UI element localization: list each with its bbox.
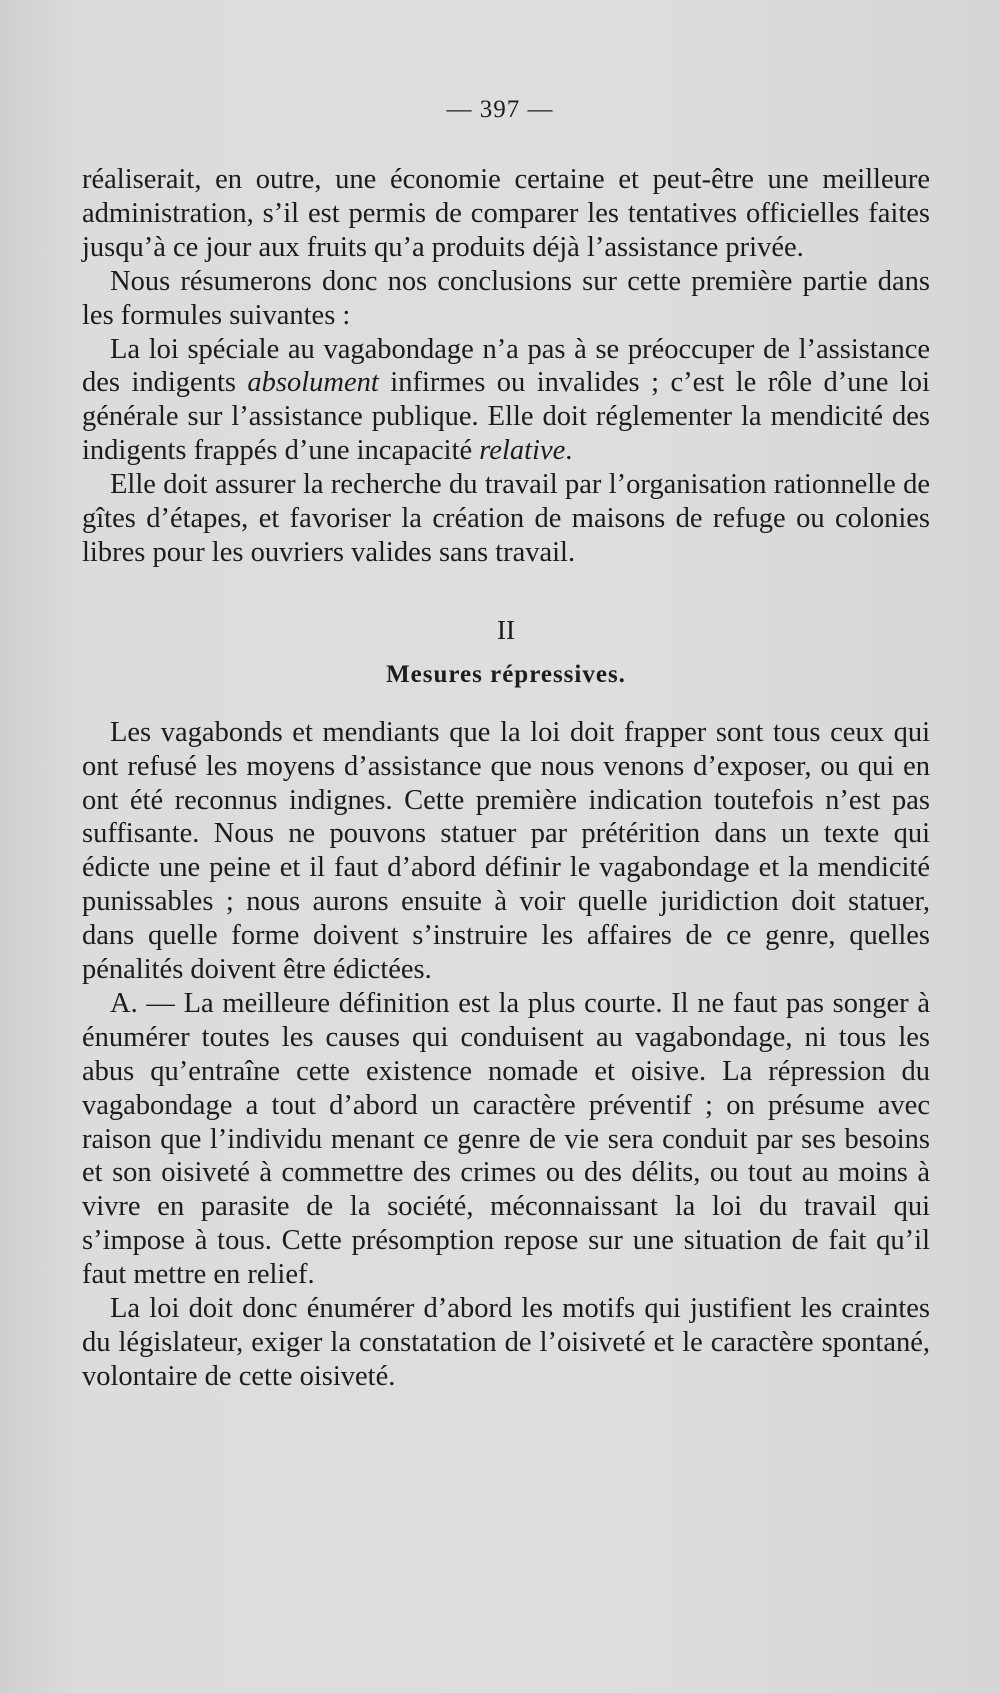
section-title: Mesures répressives. bbox=[386, 660, 626, 688]
paragraph: A. — La meilleure définition est la plus courte. Il ne faut pas songer à énumérer toutes les causes qui conduisent au vagabondage, ni tous les abus qu’entraîne cette existence nomade et oisive. La répression du vagabondage a tout d’abord un caractère préventif ; on présume avec raison que l’individu menant ce genre de vie sera conduit par ses besoins et son oisiveté à commettre des crimes ou des délits, ou tout au moins à vivre en parasite de la société, méconnaissant la loi du travail qui s’impose à tous. Cette présomption repose sur une situation de fait qu’il faut mettre en relief. bbox=[82, 987, 930, 1291]
paragraph: La loi doit donc énumérer d’abord les motifs qui justifient les craintes du législateur, exiger la constatation de l’oisiveté et le caractère spontané, volontaire de cette oisiveté. bbox=[82, 1293, 930, 1392]
paragraph-conclusion-1 bbox=[82, 333, 930, 469]
paragraph: Les vagabonds et mendiants que la loi doit frapper sont tous ceux qui ont refusé les moyens d’assistance que nous venons d’exposer, ou qui en ont été reconnus indignes. Cette première indication toutefois n’est pas suffisante. Nous ne pouvons statuer par prétérition dans un texte qui édicte une peine et il faut d’abord définir le vagabondage et la mendicité punissables ; nous aurons ensuite à voir quelle juridiction doit statuer, dans quelle forme doivent s’instruire les affaires de ce genre, quelles pénalités doivent être édictées. bbox=[82, 716, 930, 986]
section-number: II bbox=[497, 614, 515, 645]
text-run: La loi spéciale au vagabondage n’a pas à se préoccuper de l’assistance des indigents bbox=[82, 333, 930, 399]
body-text bbox=[82, 163, 930, 1394]
paragraph: Nous résumerons donc nos conclusions sur cette première partie dans les formules suivantes : bbox=[82, 265, 930, 331]
page-number: — 397 — bbox=[446, 96, 554, 123]
emphasis-relative: relative bbox=[479, 435, 566, 467]
text-run: . bbox=[565, 435, 573, 467]
emphasis-absolument: absolument bbox=[247, 367, 379, 399]
paragraph-conclusion-2: Elle doit assurer la recherche du travail par l’organisation rationnelle de gîtes d’étapes, et favoriser la création de maisons de refuge ou colonies libres pour les ouvriers valides sans travail. bbox=[82, 469, 930, 568]
paragraph: réaliserait, en outre, une économie certaine et peut-être une meilleure administration, s’il est permis de comparer les tentatives officielles faites jusqu’à ce jour aux fruits qu’a produits déjà l’assistance privée. bbox=[82, 164, 930, 263]
text-run: infirmes ou invalides ; c’est le rôle d’une loi générale sur l’assistance publique. Elle doit réglementer la mendicité des indigents frappés d’une incapacité bbox=[82, 367, 930, 467]
